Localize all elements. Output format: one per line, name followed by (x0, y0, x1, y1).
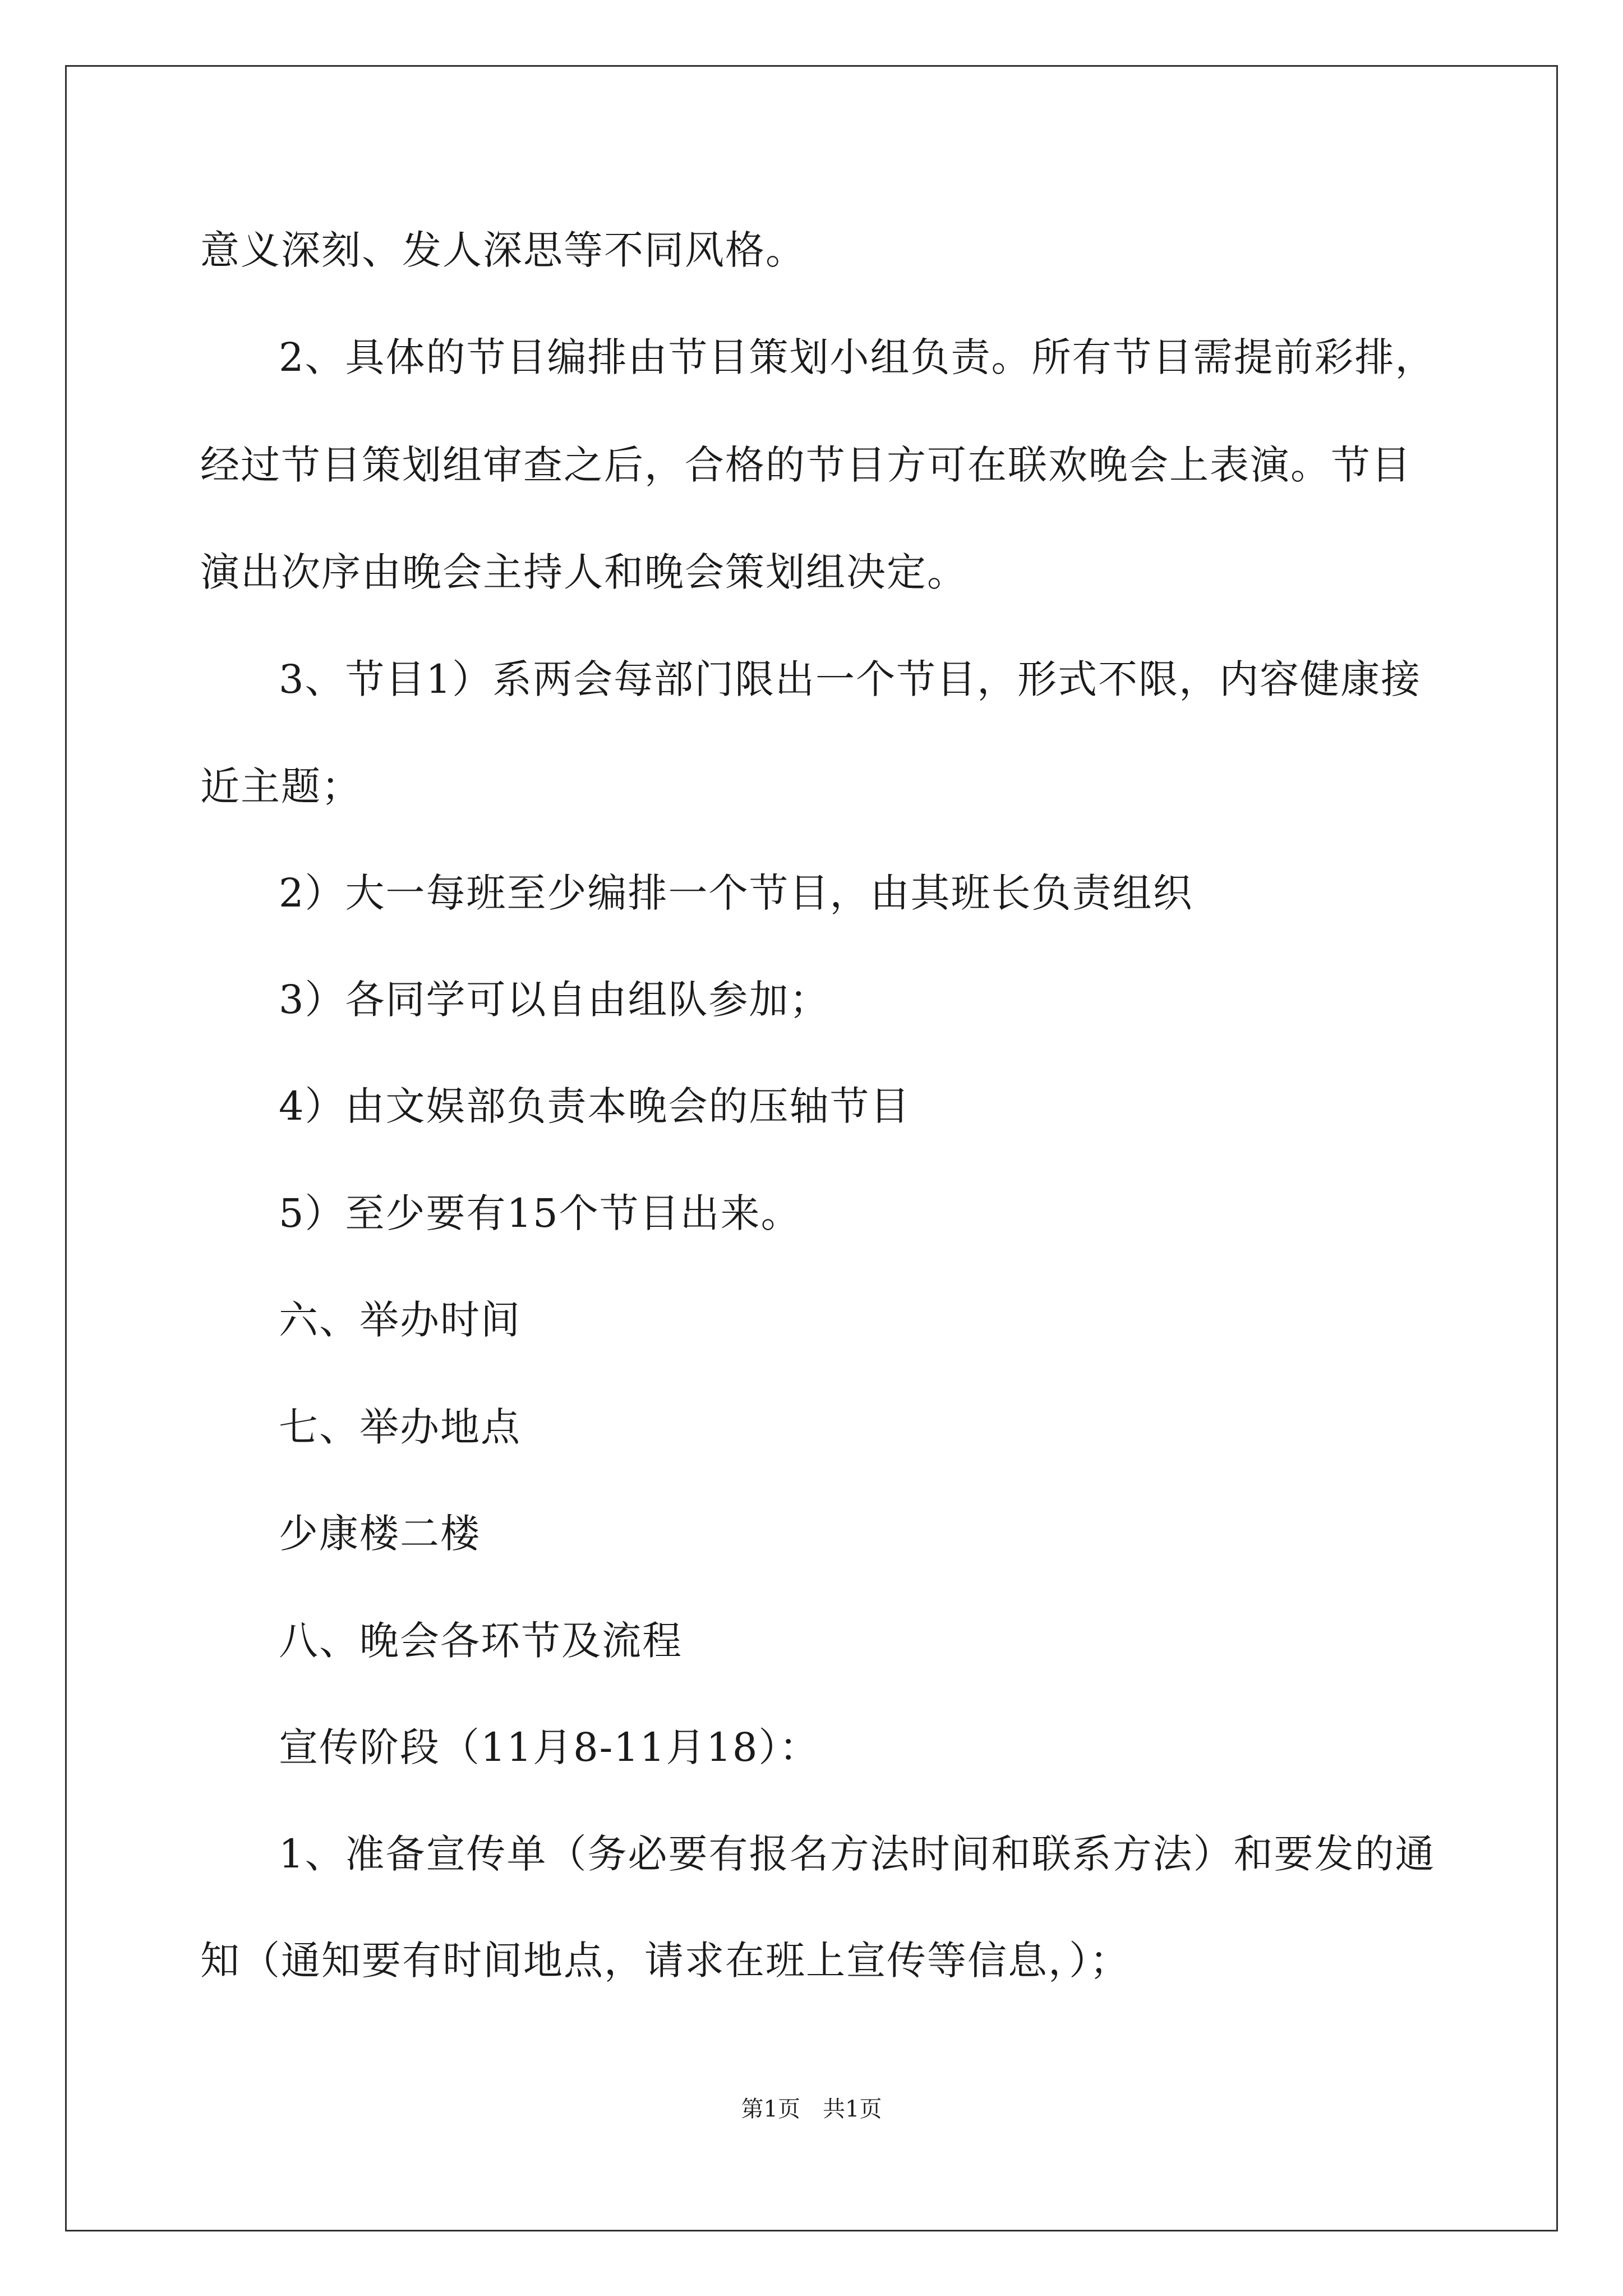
page-footer: 第1页 共1页 (741, 2096, 882, 2122)
section-heading: 七、举办地点 (279, 1404, 521, 1450)
paragraph-line: 1、准备宣传单（务必要有报名方法时间和联系方法）和要发的通 (279, 1831, 1436, 1877)
paragraph-line: 知（通知要有时间地点，请求在班上宣传等信息，）； (200, 1938, 1130, 1984)
section-heading: 六、举办时间 (279, 1297, 521, 1343)
paragraph-line: 3、节目1）系两会每部门限出一个节目，形式不限，内容健康接 (279, 656, 1422, 702)
page-border (65, 65, 1558, 2231)
paragraph-line: 意义深刻、发人深思等不同风格。 (200, 227, 806, 273)
paragraph-line: 2、具体的节目编排由节目策划小组负责。所有节目需提前彩排， (279, 334, 1436, 380)
paragraph-line: 宣传阶段（11月8-11月18）： (279, 1724, 820, 1770)
paragraph-line: 4）由文娱部负责本晚会的压轴节目 (279, 1083, 911, 1129)
paragraph-line: 5）至少要有15个节目出来。 (279, 1190, 801, 1236)
section-heading: 八、晚会各环节及流程 (279, 1618, 683, 1664)
paragraph-line: 少康楼二楼 (279, 1511, 481, 1557)
paragraph-line: 演出次序由晚会主持人和晚会策划组决定。 (200, 549, 967, 595)
paragraph-line: 经过节目策划组审查之后，合格的节目方可在联欢晚会上表演。节目 (200, 442, 1412, 488)
paragraph-line: 3）各同学可以自由组队参加； (279, 977, 830, 1023)
paragraph-line: 2）大一每班至少编排一个节目，由其班长负责组织 (279, 870, 1193, 916)
paragraph-line: 近主题； (200, 763, 362, 809)
